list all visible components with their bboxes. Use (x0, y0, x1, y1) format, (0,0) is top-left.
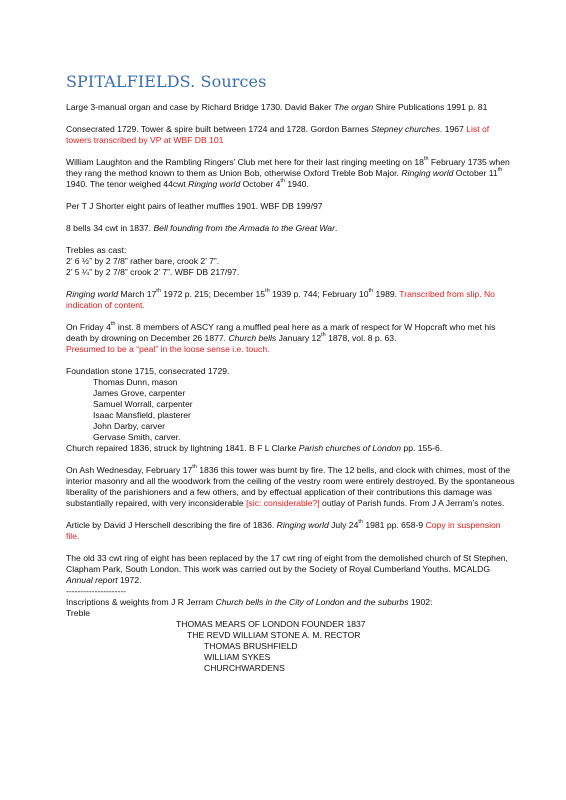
paragraph-fire-1836 (66, 465, 516, 509)
paragraph-muffled-peal (66, 322, 516, 355)
text-span: outlay of Parish funds. From J A Jerram’s notes. (319, 498, 505, 508)
text-span: March 17 (118, 289, 157, 299)
text-span: 1940. The tenor weighed 44cwt (66, 179, 189, 189)
editor-note: Presumed to be a “peal” in the loose sense i.e. touch. (66, 344, 270, 354)
paragraph-foundation (66, 366, 516, 454)
ordinal-suffix: th (156, 288, 161, 295)
text-line: Foundation stone 1715, consecrated 1729. (66, 366, 230, 376)
text-span: October 4 (240, 179, 281, 189)
ordinal-suffix: th (423, 156, 429, 163)
text-span: 1902: (408, 597, 433, 607)
journal-title: Ringing world (66, 289, 119, 299)
book-title: Parish churches of London (298, 443, 402, 453)
book-title: Bell founding from the Armada to the Great War (153, 223, 335, 233)
text-span: February 1735 when they rang the method known to them as Union Bob, otherwise Oxford Treble Bob Major. (66, 157, 510, 178)
ordinal-suffix: th (265, 288, 270, 295)
text-span: Inscriptions & weights from J R Jerram (66, 597, 216, 607)
text-span: 1972 p. 215; December 15 (160, 289, 266, 299)
journal-title: Ringing world (276, 520, 329, 530)
text-line: 2’ 5 ¼” by 2 7/8” crook 2’ 7”. WBF DB 217/97. (66, 267, 240, 277)
text-span: Shire Publications 1991 p. 81 (373, 102, 488, 112)
craftsman-name: Gervase Smith, carver. (93, 432, 181, 442)
paragraph-ring-replaced (66, 553, 516, 586)
ordinal-suffix: th (280, 178, 285, 185)
page-title: SPITALFIELDS. Sources (66, 72, 267, 91)
text-span: Article by David J Herschell describing the fire of 1836. (66, 520, 277, 530)
paragraph-consecration (66, 124, 516, 146)
bell-label-treble: Treble (66, 608, 91, 618)
journal-title: Ringing world (401, 168, 454, 178)
editor-note: Copy in suspension file. (66, 520, 501, 541)
text-span: . 1967 (439, 124, 467, 134)
ordinal-suffix: th (321, 332, 326, 339)
paragraph-herschell-article (66, 520, 516, 542)
ordinal-suffix: th (368, 288, 374, 295)
paragraph-muffles: Per T J Shorter eight pairs of leather muffles 1901. WBF DB 199/97 (66, 201, 323, 211)
paragraph-inscriptions-source (66, 597, 516, 608)
text-span: On Friday 4 (66, 322, 111, 332)
text-span: pp. 155-6. (401, 443, 443, 453)
text-span: . (334, 223, 338, 233)
text-span: October 11 (453, 168, 498, 178)
text-span: 1939 p. 744; February 10 (269, 289, 369, 299)
journal-title: Church bells (228, 333, 277, 343)
editor-note: List of towers transcribed by VP at WBF DB 101 (66, 124, 490, 145)
document-body (66, 102, 516, 674)
book-title: Stepney churches (371, 124, 440, 134)
text-span: William Laughton and the Rambling Ringers’ Club met here for their last ringing meeting on 18 (66, 157, 424, 167)
inscription-line: THE REVD WILLIAM STONE A. M. RECTOR (187, 630, 361, 640)
section-divider: --------------------- (66, 586, 127, 596)
craftsman-name: Thomas Dunn, mason (93, 377, 178, 387)
inscription-line: CHURCHWARDENS (204, 663, 285, 673)
editor-note: Transcribed from slip. No indication of content. (66, 289, 495, 310)
craftsman-name: Isaac Mansfield, plasterer (93, 410, 191, 420)
text-span: Consecrated 1729. Tower & spire built between 1724 and 1728. Gordon Barnes (66, 124, 372, 134)
text-span: Church repaired 1836, struck by lightning 1841. B F L Clarke (66, 443, 299, 453)
paragraph-rambling-ringers (66, 157, 516, 190)
bell-inscription (66, 619, 516, 674)
text-span: 1989. (373, 289, 400, 299)
text-span: Large 3-manual organ and case by Richard Bridge 1730. David Baker (66, 102, 334, 112)
text-span: 8 bells 34 cwt in 1837. (66, 223, 154, 233)
craftsman-name: John Darby, carver (93, 421, 165, 431)
text-span: 1972. (117, 575, 142, 585)
text-span: 1836 this tower was burnt by fire. The 12 bells, and clock with chimes, most of the interior masonry and all the woodwork from the ceiling of the vestry room were entirely destroyed. By the spontaneous liberality of the parishioners and a few others, and by effectual application of their contributions this damage was substantially repaired, with very inconsiderable (66, 465, 515, 508)
paragraph-ringing-world-refs (66, 289, 516, 311)
text-span: July 24 (328, 520, 359, 530)
book-title: Church bells in the City of London and the suburbs (215, 597, 409, 607)
ordinal-suffix: th (192, 464, 197, 471)
inscription-line: THOMAS BRUSHFIELD (204, 641, 298, 651)
text-span: January 12 (276, 333, 322, 343)
text-span: 1878, vol. 8 p. 63. (325, 333, 397, 343)
book-title: The organ (334, 102, 374, 112)
inscription-line: WILLIAM SYKES (204, 652, 271, 662)
journal-title: Ringing world (188, 179, 241, 189)
craftsman-name: Samuel Worrall, carpenter (93, 399, 193, 409)
ordinal-suffix: th (358, 519, 363, 526)
paragraph-organ (66, 102, 516, 113)
inscription-line: THOMAS MEARS OF LONDON FOUNDER 1837 (176, 619, 366, 629)
ordinal-suffix: th (110, 321, 116, 328)
report-title: Annual report (66, 575, 118, 585)
ordinal-suffix: th (497, 167, 503, 174)
text-span: 1940. (284, 179, 309, 189)
text-line: Trebles as cast: (66, 245, 127, 255)
text-span: inst. 8 members of ASCY rang a muffled peal here as a mark of respect for W Hopcraft who met his death by drowning on December 26 1877. (66, 322, 496, 343)
paragraph-trebles (66, 245, 516, 278)
text-line: 2’ 6 ½” by 2 7/8” rather bare, crook 2’ 7”. (66, 256, 220, 266)
editor-note: [sic: considerable?] (246, 498, 320, 508)
craftsman-name: James Grove, carpenter (93, 388, 186, 398)
text-span: 1981 pp. 658-9 (362, 520, 426, 530)
paragraph-bells-weight (66, 223, 516, 234)
text-span: On Ash Wednesday, February 17 (66, 465, 193, 475)
text-span: The old 33 cwt ring of eight has been replaced by the 17 cwt ring of eight from the demolished church of St Stephen, Clapham Park, South London. This work was carried out by the Society of Royal Cumberland Youths. MCALDG (66, 553, 508, 574)
